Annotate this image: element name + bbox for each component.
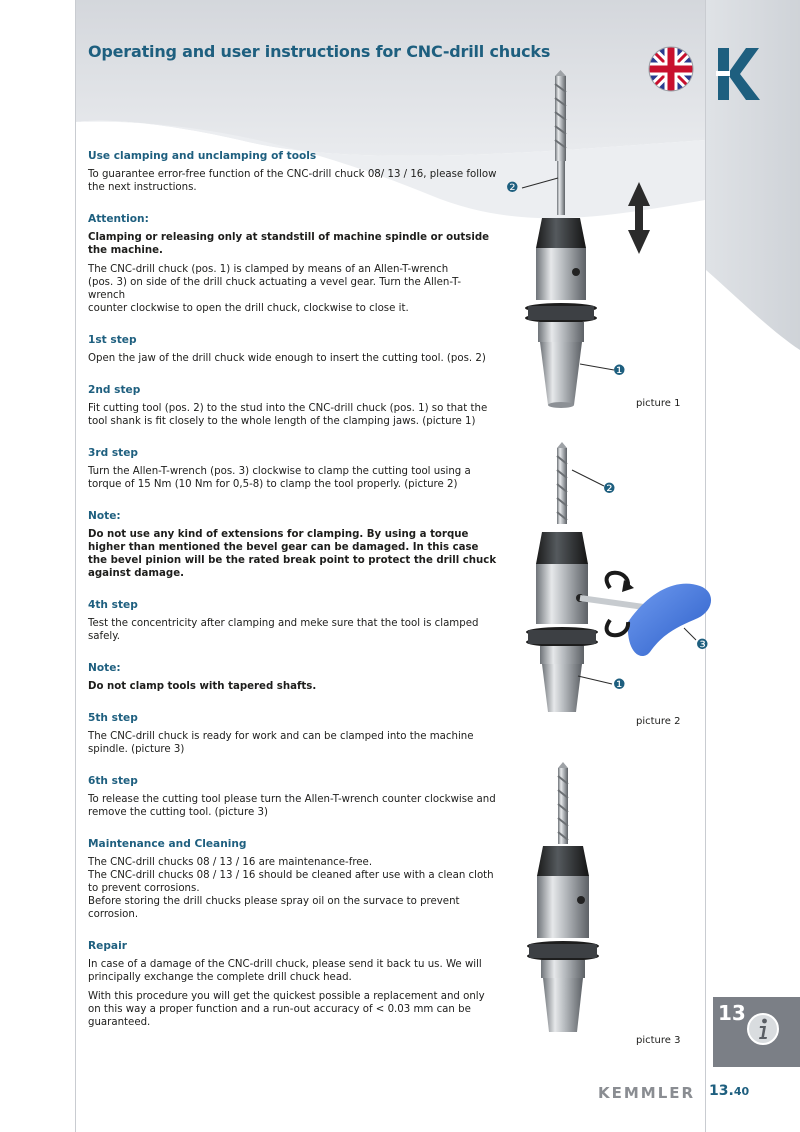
section-heading: Note: bbox=[88, 510, 121, 522]
double-arrow-icon bbox=[628, 182, 650, 254]
drill-bit bbox=[555, 70, 566, 215]
drill-bit bbox=[557, 442, 567, 524]
paragraph: Turn the Allen-T-wrench (pos. 3) clockwise to clamp the cutting tool using a torque of 15 Nm (10 Nm for 0,5-8) to clamp the tool properly. (picture 2) bbox=[88, 466, 471, 490]
paragraph: Open the jaw of the drill chuck wide enough to insert the cutting tool. (pos. 2) bbox=[88, 353, 486, 364]
page-number bbox=[709, 1083, 749, 1099]
attention-section bbox=[88, 213, 498, 315]
section-heading: 2nd step bbox=[88, 384, 141, 396]
section-heading: 6th step bbox=[88, 775, 138, 787]
chapter-number: 13 bbox=[718, 1001, 746, 1025]
clamping-section bbox=[88, 150, 498, 194]
picture-1-caption: picture 1 bbox=[636, 398, 681, 409]
paragraph bbox=[88, 263, 498, 315]
left-margin-rule bbox=[75, 0, 76, 1132]
text-line: The CNC-drill chucks 08 / 13 / 16 should be cleaned after use with a clean cloth to prevent corrosions. bbox=[88, 870, 494, 894]
position-marker-1: ❶ bbox=[613, 677, 626, 693]
text-line: The CNC-drill chucks 08 / 13 / 16 are maintenance-free. bbox=[88, 857, 373, 868]
position-marker-1: ❶ bbox=[613, 363, 626, 379]
section-heading: 3rd step bbox=[88, 447, 139, 459]
position-marker-3: ❸ bbox=[696, 637, 709, 653]
instructions-body bbox=[88, 150, 498, 1048]
section-heading: Note: bbox=[88, 662, 121, 674]
info-icon bbox=[746, 1012, 780, 1046]
section-heading: Use clamping and unclamping of tools bbox=[88, 150, 317, 162]
step-5-section bbox=[88, 712, 498, 756]
section-heading: Repair bbox=[88, 940, 127, 952]
drill-chuck bbox=[525, 218, 597, 408]
paragraph: Fit cutting tool (pos. 2) to the stud into the CNC-drill chuck (pos. 1) so that the tool shank is fit closely to the whole length of the clamping jaws. (picture 1) bbox=[88, 403, 488, 427]
step-2-section bbox=[88, 384, 498, 428]
picture-3-illustration bbox=[510, 760, 640, 1040]
step-6-section bbox=[88, 775, 498, 819]
warning-text: Do not use any kind of extensions for clamping. By using a torque higher than mentioned the bevel gear can be damaged. In this case the bevel pinion will be the rated break point to protect the drill chuck against damage. bbox=[88, 529, 497, 579]
allen-t-wrench bbox=[580, 584, 711, 656]
step-4-section bbox=[88, 599, 498, 643]
paragraph: With this procedure you will get the quickest possible a replacement and only on this way a proper function and a run-out accuracy of < 0.03 mm can be guaranteed. bbox=[88, 991, 485, 1028]
page-number-major: 13. bbox=[709, 1083, 734, 1099]
page-number-minor: 40 bbox=[733, 1085, 750, 1098]
section-heading: Attention: bbox=[88, 213, 149, 225]
section-heading: 1st step bbox=[88, 334, 137, 346]
paragraph: To release the cutting tool please turn the Allen-T-wrench counter clockwise and remove the cutting tool. (picture 3) bbox=[88, 794, 496, 818]
kemmler-k-logo bbox=[716, 48, 760, 100]
paragraph: Test the concentricity after clamping and meke sure that the tool is clamped safely. bbox=[88, 618, 479, 642]
paragraph: The CNC-drill chuck is ready for work and can be clamped into the machine spindle. (picture 3) bbox=[88, 731, 474, 755]
section-heading: 4th step bbox=[88, 599, 138, 611]
position-marker-2: ❷ bbox=[603, 481, 616, 497]
maintenance-section bbox=[88, 838, 498, 921]
note-1-section bbox=[88, 510, 498, 580]
picture-1-illustration bbox=[500, 70, 670, 420]
section-heading: 5th step bbox=[88, 712, 138, 724]
note-2-section bbox=[88, 662, 498, 693]
repair-section bbox=[88, 940, 498, 1029]
section-heading: Maintenance and Cleaning bbox=[88, 838, 247, 850]
paragraph: In case of a damage of the CNC-drill chuck, please send it back tu us. We will principally exchange the complete drill chuck head. bbox=[88, 959, 482, 983]
text-line: The CNC-drill chuck (pos. 1) is clamped by means of an Allen-T-wrench bbox=[88, 264, 449, 275]
text-line: counter clockwise to open the drill chuck, clockwise to close it. bbox=[88, 303, 409, 314]
text-line: Before storing the drill chucks please spray oil on the survace to prevent corrosion. bbox=[88, 896, 460, 920]
drill-chuck bbox=[526, 532, 598, 712]
paragraph: To guarantee error-free function of the CNC-drill chuck 08/ 13 / 16, please follow the next instructions. bbox=[88, 169, 497, 193]
drill-chuck bbox=[527, 846, 599, 1032]
brand-name: KEMMLER bbox=[598, 1084, 696, 1102]
picture-3-caption: picture 3 bbox=[636, 1035, 681, 1046]
step-1-section bbox=[88, 334, 498, 365]
paragraph bbox=[88, 856, 498, 921]
page-title: Operating and user instructions for CNC-drill chucks bbox=[88, 42, 551, 61]
text-line: (pos. 3) on side of the drill chuck actuating a vevel gear. Turn the Allen-T-wrench bbox=[88, 277, 462, 301]
step-3-section bbox=[88, 447, 498, 491]
picture-2-caption: picture 2 bbox=[636, 716, 681, 727]
drill-bit bbox=[558, 762, 568, 844]
position-marker-2: ❷ bbox=[506, 180, 519, 196]
warning-text: Do not clamp tools with tapered shafts. bbox=[88, 681, 317, 692]
warning-text: Clamping or releasing only at standstill of machine spindle or outside the machine. bbox=[88, 232, 490, 256]
